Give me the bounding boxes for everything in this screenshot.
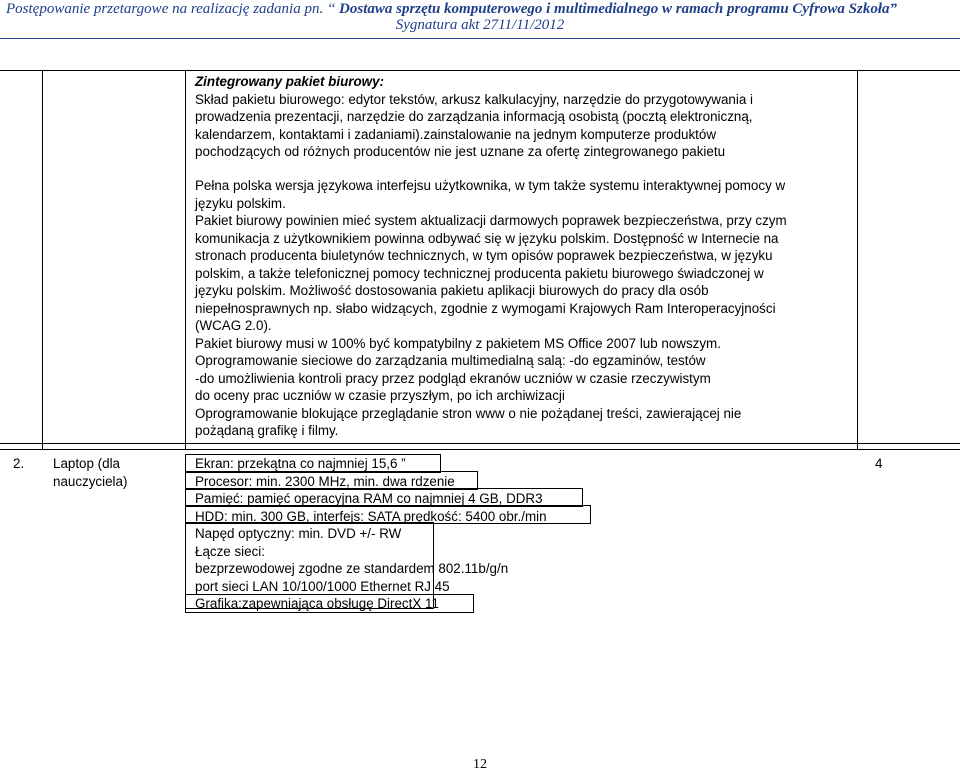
header-left-text: Postępowanie przetargowe na realizację zadania pn. ‘‘ <box>6 1 336 17</box>
spec-item: Napęd optyczny: min. DVD +/- RW <box>195 526 402 541</box>
header-rule <box>0 38 960 39</box>
header-right-text: Dostawa sprzętu komputerowego i multimedialnego w ramach programu Cyfrowa Szkoła” <box>339 1 898 17</box>
table-top-border <box>0 70 960 71</box>
office-suite-line: niepełnosprawnych np. słabo widzących, zgodnie z wymogami Krajowych Ram Interoperacyjności <box>195 300 776 316</box>
spec-item: Ekran: przekątna co najmniej 15,6 ” <box>195 456 406 471</box>
office-suite-line: Oprogramowanie sieciowe do zarządzania multimedialną salą: -do egzaminów, testów <box>195 353 706 368</box>
row-number: 2. <box>13 456 25 471</box>
office-suite-line: języku polskim. Możliwość dostosowania pakietu aplikacji biurowych do pracy dla osób <box>195 283 709 298</box>
office-suite-line: do oceny prac uczniów w czasie przyszłym, po ich archiwizacji <box>195 388 565 403</box>
page-header <box>0 0 960 36</box>
office-suite-line: prowadzenia prezentacji, narzędzie do zarządzania informacją osobistą (pocztą elektroniczną, <box>195 109 753 124</box>
item-name-line2: nauczyciela) <box>53 473 128 489</box>
spec-item: port sieci LAN 10/100/1000 Ethernet RJ 45 <box>195 578 450 594</box>
table-col-divider-2 <box>185 70 186 449</box>
office-suite-line: kalendarzem, kontaktami i zadaniami).zainstalowanie na jednym komputerze produktów <box>195 126 717 142</box>
office-suite-line: (WCAG 2.0). <box>195 318 272 333</box>
spec-item: Grafika:zapewniająca obsługę DirectX 11 <box>195 596 439 611</box>
spec-item: bezprzewodowej zgodne ze standardem 802.11b/g/n <box>195 561 509 576</box>
table-col-divider-1 <box>42 70 43 449</box>
table-col-divider-3 <box>857 70 858 449</box>
spec-item: Procesor: min. 2300 MHz, min. dwa rdzenie <box>195 473 455 489</box>
office-suite-line: Pełna polska wersja językowa interfejsu użytkownika, w tym także systemu interaktywnej pomocy w <box>195 178 786 193</box>
office-suite-line: pożądaną grafikę i filmy. <box>195 423 339 438</box>
office-suite-line: Pakiet biurowy powinien mieć system aktualizacji darmowych poprawek bezpieczeństwa, przy czym <box>195 213 787 228</box>
office-suite-line: stronach producenta biuletynów technicznych, w tym opisów poprawek bezpieczeństwa, w języku <box>195 248 773 263</box>
office-suite-line: Pakiet biurowy musi w 100% być kompatybilny z pakietem MS Office 2007 lub nowszym. <box>195 335 721 351</box>
item-name-line1: Laptop (dla <box>53 456 121 471</box>
spec-item: HDD: min. 300 GB, interfejs: SATA prędkość: 5400 obr./min <box>195 508 547 524</box>
office-suite-line: języku polskim. <box>195 195 286 211</box>
table-row-divider <box>0 443 960 444</box>
office-suite-line: komunikacja z użytkownikiem powinna odbywać się w języku polskim. Dostępność w Internecie na <box>195 230 779 246</box>
header-signature: Sygnatura akt 2711/11/2012 <box>395 17 565 33</box>
office-suite-title: Zintegrowany pakiet biurowy: <box>195 74 384 89</box>
spec-item: Łącze sieci: <box>195 543 265 559</box>
table-row-divider-2 <box>0 449 960 450</box>
office-suite-line: Oprogramowanie blokujące przeglądanie stron www o nie pożądanej treści, zawierającej nie <box>195 405 742 421</box>
page-number: 12 <box>473 757 487 772</box>
office-suite-line: -do umożliwienia kontroli pracy przez podgląd ekranów uczniów w czasie rzeczywistym <box>195 370 711 386</box>
header-title-line <box>6 1 956 18</box>
office-suite-line: polskim, a także telefonicznej pomocy technicznej producenta pakietu biurowego świadczonej w <box>195 265 764 281</box>
spec-item: Pamięć: pamięć operacyjna RAM co najmniej 4 GB, DDR3 <box>195 491 543 506</box>
office-suite-line: pochodzących od różnych producentów nie jest uznane za ofertę zintegrowanego pakietu <box>195 144 726 159</box>
item-quantity: 4 <box>875 456 883 471</box>
office-suite-line: Skład pakietu biurowego: edytor tekstów, arkusz kalkulacyjny, narzędzie do przygotowywania i <box>195 91 753 107</box>
